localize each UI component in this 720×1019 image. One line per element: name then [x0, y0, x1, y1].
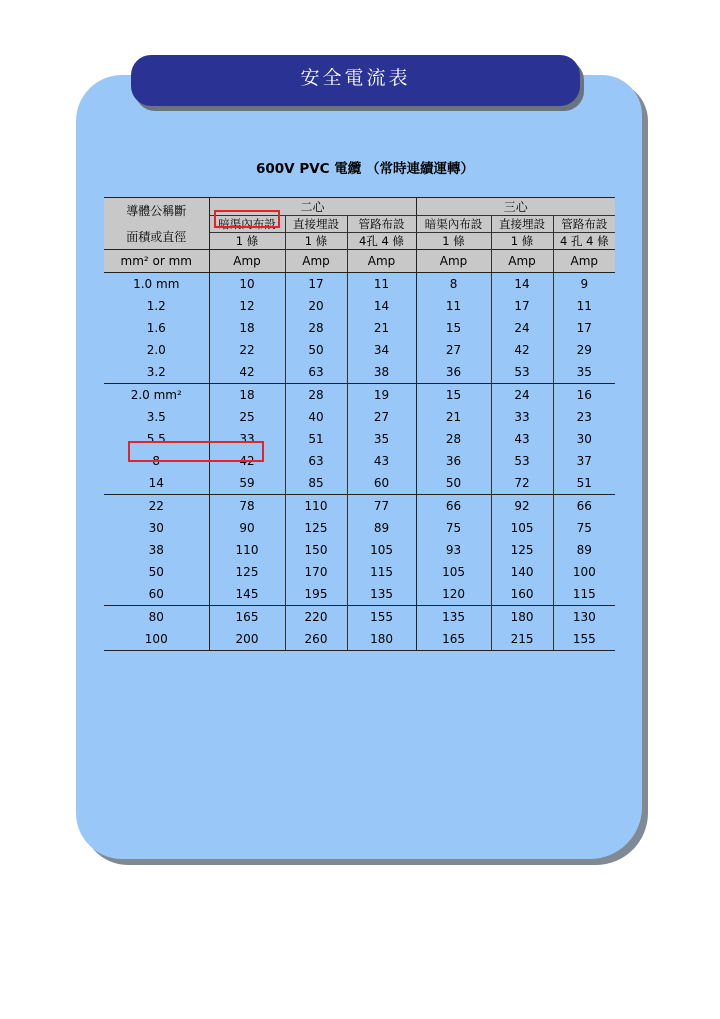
ampacity-cell: 150	[285, 539, 347, 561]
size-cell: 22	[104, 495, 209, 518]
ampacity-cell: 160	[491, 583, 553, 606]
ampacity-cell: 60	[347, 472, 416, 495]
ampacity-cell: 38	[347, 361, 416, 384]
ampacity-cell: 27	[416, 339, 491, 361]
ampacity-cell: 105	[491, 517, 553, 539]
size-cell: 8	[104, 450, 209, 472]
ampacity-cell: 105	[416, 561, 491, 583]
ampacity-cell: 40	[285, 406, 347, 428]
ampacity-cell: 11	[576, 299, 592, 313]
ampacity-cell: 93	[416, 539, 491, 561]
ampacity-cell: 125	[285, 517, 347, 539]
size-header-line1: 導體公稱斷	[126, 204, 187, 218]
ampacity-cell: 66	[416, 495, 491, 518]
highlight-method-box	[214, 210, 280, 228]
page-title-banner: 安全電流表	[131, 55, 580, 106]
ampacity-cell: 63	[285, 450, 347, 472]
table-row	[104, 361, 615, 384]
ampacity-cell: 42	[209, 361, 285, 384]
install-method-header: 暗渠內布設	[209, 216, 285, 233]
size-cell: 1.0 mm	[104, 273, 209, 296]
ampacity-cell: 12	[209, 295, 285, 317]
table-row	[104, 561, 615, 583]
size-cell: 1.6	[104, 317, 209, 339]
ampacity-cell: 9	[580, 277, 589, 291]
install-method-header: 管路布設	[347, 216, 416, 233]
three-core-header: 三心	[416, 198, 615, 216]
table-row	[104, 606, 615, 629]
ampacity-cell: 43	[347, 450, 416, 472]
two-core-header: 二心	[209, 198, 416, 216]
ampacity-cell: 25	[209, 406, 285, 428]
ampacity-cell: 165	[209, 606, 285, 629]
table-row	[104, 495, 615, 518]
ampacity-cell: 130	[553, 606, 615, 629]
ampacity-cell: 85	[285, 472, 347, 495]
ampacity-cell: 10	[209, 273, 285, 296]
table-row	[104, 295, 615, 317]
ampacity-cell: 51	[576, 476, 592, 490]
ampacity-cell: 135	[347, 583, 416, 606]
ampacity-cell: 33	[209, 428, 285, 450]
ampacity-cell: 66	[553, 495, 615, 518]
ampacity-cell: 170	[285, 561, 347, 583]
ampacity-cell: 100	[572, 565, 596, 579]
ampacity-cell: 115	[572, 587, 596, 601]
install-method-header: 直接埋設	[285, 216, 347, 233]
ampacity-cell: 30	[576, 432, 592, 446]
size-cell: 3.5	[104, 406, 209, 428]
ampacity-table	[104, 197, 615, 651]
ampacity-cell: 17	[576, 321, 592, 335]
ampacity-cell: 14	[491, 273, 553, 296]
size-cell: 50	[104, 561, 209, 583]
size-column-header	[104, 198, 209, 250]
size-cell: 60	[104, 583, 209, 606]
ampacity-cell: 53	[491, 450, 553, 472]
ampacity-cell: 115	[347, 561, 416, 583]
ampacity-cell: 145	[209, 583, 285, 606]
cable-count-header: 1 條	[491, 233, 553, 250]
ampacity-cell: 36	[416, 361, 491, 384]
ampacity-cell: 18	[209, 317, 285, 339]
ampacity-cell: 59	[209, 472, 285, 495]
unit-size-header: mm² or mm	[104, 250, 209, 273]
ampacity-cell: 11	[416, 295, 491, 317]
highlight-row-box	[128, 441, 264, 462]
table-row	[104, 339, 615, 361]
ampacity-cell: 24	[491, 317, 553, 339]
ampacity-cell: 200	[209, 628, 285, 651]
ampacity-cell: 110	[285, 495, 347, 518]
ampacity-cell: 34	[347, 339, 416, 361]
install-method-header: 直接埋設	[491, 216, 553, 233]
ampacity-cell: 21	[416, 406, 491, 428]
ampacity-cell: 15	[416, 317, 491, 339]
ampacity-cell: 15	[416, 384, 491, 407]
ampacity-cell: 215	[491, 628, 553, 651]
ampacity-cell: 42	[491, 339, 553, 361]
ampacity-cell: 35	[347, 428, 416, 450]
ampacity-cell: 78	[209, 495, 285, 518]
ampacity-cell: 89	[347, 517, 416, 539]
ampacity-cell: 24	[491, 384, 553, 407]
ampacity-cell: 195	[285, 583, 347, 606]
size-cell: 1.2	[104, 295, 209, 317]
cable-count-header: 1 條	[416, 233, 491, 250]
ampacity-cell: 8	[416, 273, 491, 296]
ampacity-cell: 28	[285, 384, 347, 407]
ampacity-cell: 36	[416, 450, 491, 472]
size-cell: 2.0 mm²	[104, 384, 209, 407]
unit-header: Amp	[553, 250, 615, 273]
table-row	[104, 472, 615, 495]
install-method-header: 管路布設	[553, 216, 615, 233]
ampacity-cell: 75	[416, 517, 491, 539]
ampacity-cell: 110	[209, 539, 285, 561]
ampacity-cell: 53	[491, 361, 553, 384]
table-row	[104, 384, 615, 407]
cable-count-header: 1 條	[285, 233, 347, 250]
ampacity-cell: 28	[416, 428, 491, 450]
ampacity-cell: 51	[285, 428, 347, 450]
size-header-line2: 面積或直徑	[126, 230, 187, 244]
unit-header: Amp	[285, 250, 347, 273]
unit-header: Amp	[209, 250, 285, 273]
size-cell: 30	[104, 517, 209, 539]
ampacity-cell: 28	[285, 317, 347, 339]
table-title: 600V PVC 電纜 （常時連續運轉）	[256, 161, 474, 177]
size-cell: 14	[104, 472, 209, 495]
cable-count-header: 4孔 4 條	[347, 233, 416, 250]
ampacity-cell: 220	[285, 606, 347, 629]
ampacity-cell: 42	[209, 450, 285, 472]
ampacity-cell: 19	[347, 384, 416, 407]
ampacity-cell: 260	[285, 628, 347, 651]
ampacity-cell: 21	[347, 317, 416, 339]
ampacity-cell: 17	[285, 273, 347, 296]
ampacity-cell: 90	[209, 517, 285, 539]
ampacity-cell: 180	[491, 606, 553, 629]
ampacity-cell: 135	[416, 606, 491, 629]
size-cell: 100	[104, 628, 209, 651]
ampacity-cell: 125	[209, 561, 285, 583]
ampacity-cell: 77	[347, 495, 416, 518]
ampacity-cell: 50	[285, 339, 347, 361]
install-method-header: 暗渠內布設	[416, 216, 491, 233]
ampacity-cell: 33	[491, 406, 553, 428]
table-row	[104, 517, 615, 539]
ampacity-cell: 140	[491, 561, 553, 583]
table-row	[104, 317, 615, 339]
ampacity-cell: 89	[576, 543, 592, 557]
ampacity-cell: 20	[285, 295, 347, 317]
ampacity-cell: 50	[416, 472, 491, 495]
ampacity-cell: 155	[347, 606, 416, 629]
unit-header: Amp	[416, 250, 491, 273]
ampacity-cell: 180	[347, 628, 416, 651]
ampacity-cell: 18	[209, 384, 285, 407]
ampacity-cell: 63	[285, 361, 347, 384]
table-row	[104, 273, 615, 296]
ampacity-cell: 16	[553, 384, 615, 407]
ampacity-cell: 72	[491, 472, 553, 495]
unit-header: Amp	[491, 250, 553, 273]
ampacity-cell: 17	[491, 295, 553, 317]
cable-count-header: 4 孔 4 條	[553, 233, 615, 250]
size-cell: 5.5	[104, 428, 209, 450]
ampacity-cell: 155	[553, 628, 615, 651]
ampacity-cell: 23	[576, 410, 592, 424]
ampacity-cell: 14	[347, 295, 416, 317]
size-cell: 2.0	[104, 339, 209, 361]
table-row	[104, 628, 615, 651]
size-cell: 3.2	[104, 361, 209, 384]
ampacity-cell: 125	[491, 539, 553, 561]
ampacity-cell: 120	[416, 583, 491, 606]
ampacity-cell: 37	[576, 454, 592, 468]
table-row	[104, 539, 615, 561]
size-cell: 38	[104, 539, 209, 561]
unit-header: Amp	[347, 250, 416, 273]
ampacity-cell: 75	[576, 521, 592, 535]
ampacity-cell: 43	[491, 428, 553, 450]
ampacity-cell: 29	[576, 343, 592, 357]
table-row	[104, 583, 615, 606]
ampacity-cell: 35	[576, 365, 592, 379]
ampacity-cell: 27	[347, 406, 416, 428]
ampacity-cell: 22	[209, 339, 285, 361]
table-row	[104, 406, 615, 428]
cable-count-header: 1 條	[209, 233, 285, 250]
ampacity-cell: 105	[347, 539, 416, 561]
ampacity-cell: 165	[416, 628, 491, 651]
size-cell: 80	[104, 606, 209, 629]
ampacity-cell: 11	[347, 273, 416, 296]
ampacity-cell: 92	[491, 495, 553, 518]
